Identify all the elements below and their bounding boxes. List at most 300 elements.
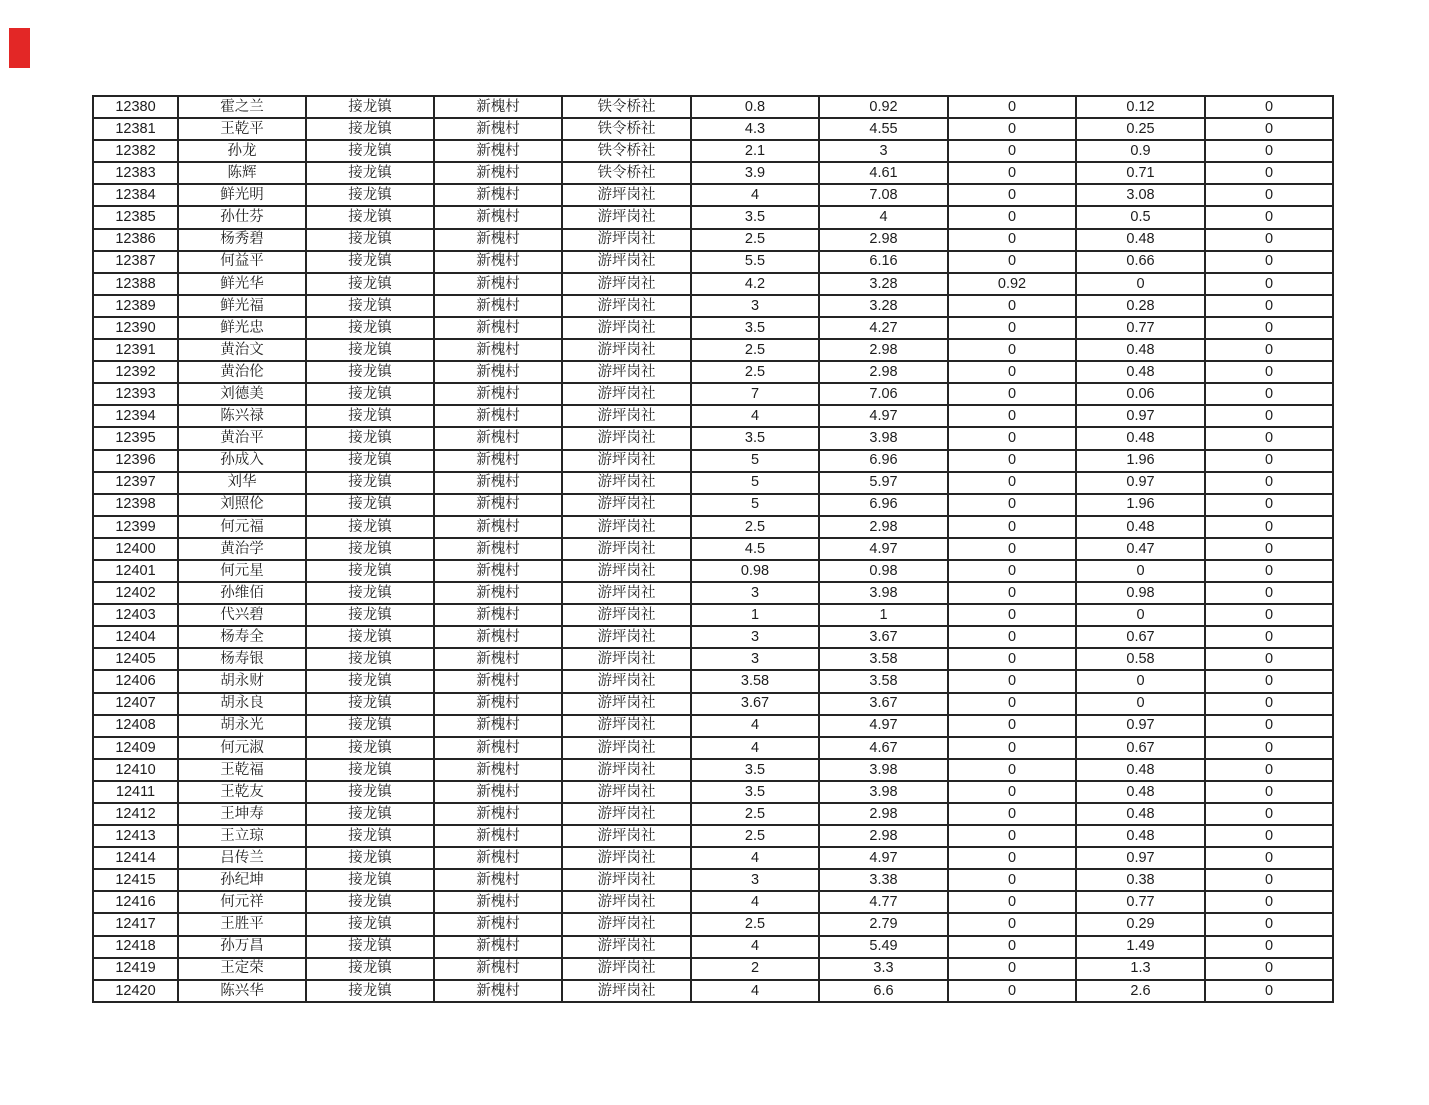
cell-value-5: 0 <box>1205 383 1333 405</box>
cell-value-2: 4.77 <box>819 891 948 913</box>
cell-town: 接龙镇 <box>306 383 434 405</box>
cell-community: 游坪岗社 <box>562 560 691 582</box>
cell-value-3: 0 <box>948 936 1076 958</box>
cell-person-name: 杨寿全 <box>178 626 306 648</box>
cell-value-5: 0 <box>1205 825 1333 847</box>
cell-value-1: 2.5 <box>691 825 819 847</box>
cell-value-1: 3.5 <box>691 317 819 339</box>
cell-village: 新槐村 <box>434 715 562 737</box>
cell-village: 新槐村 <box>434 891 562 913</box>
cell-village: 新槐村 <box>434 251 562 273</box>
cell-value-2: 2.98 <box>819 361 948 383</box>
cell-town: 接龙镇 <box>306 472 434 494</box>
cell-person-id: 12386 <box>93 229 178 251</box>
cell-person-id: 12382 <box>93 140 178 162</box>
cell-value-3: 0 <box>948 383 1076 405</box>
cell-person-id: 12409 <box>93 737 178 759</box>
cell-person-id: 12413 <box>93 825 178 847</box>
table-row <box>93 184 1333 206</box>
cell-person-name: 孙纪坤 <box>178 869 306 891</box>
cell-value-5: 0 <box>1205 737 1333 759</box>
cell-value-1: 4 <box>691 847 819 869</box>
cell-value-5: 0 <box>1205 715 1333 737</box>
cell-person-name: 王坤寿 <box>178 803 306 825</box>
cell-value-4: 0.06 <box>1076 383 1205 405</box>
cell-value-4: 0.48 <box>1076 427 1205 449</box>
cell-value-4: 0.47 <box>1076 538 1205 560</box>
table-row <box>93 516 1333 538</box>
cell-person-name: 霍之兰 <box>178 96 306 118</box>
cell-community: 游坪岗社 <box>562 383 691 405</box>
cell-person-name: 何元淑 <box>178 737 306 759</box>
cell-person-name: 王乾友 <box>178 781 306 803</box>
cell-community: 游坪岗社 <box>562 184 691 206</box>
cell-person-name: 杨秀碧 <box>178 229 306 251</box>
cell-value-2: 1 <box>819 604 948 626</box>
cell-community: 游坪岗社 <box>562 361 691 383</box>
table-row <box>93 891 1333 913</box>
cell-value-5: 0 <box>1205 273 1333 295</box>
cell-town: 接龙镇 <box>306 361 434 383</box>
cell-town: 接龙镇 <box>306 162 434 184</box>
cell-value-2: 3.38 <box>819 869 948 891</box>
table-row <box>93 538 1333 560</box>
cell-village: 新槐村 <box>434 184 562 206</box>
cell-value-3: 0 <box>948 958 1076 980</box>
cell-value-4: 0.58 <box>1076 648 1205 670</box>
cell-value-5: 0 <box>1205 516 1333 538</box>
cell-value-5: 0 <box>1205 118 1333 140</box>
cell-village: 新槐村 <box>434 604 562 626</box>
table-row <box>93 295 1333 317</box>
cell-person-id: 12407 <box>93 693 178 715</box>
cell-village: 新槐村 <box>434 383 562 405</box>
cell-community: 游坪岗社 <box>562 494 691 516</box>
cell-value-3: 0 <box>948 781 1076 803</box>
table-row <box>93 604 1333 626</box>
cell-community: 游坪岗社 <box>562 450 691 472</box>
cell-person-id: 12384 <box>93 184 178 206</box>
cell-town: 接龙镇 <box>306 604 434 626</box>
cell-community: 游坪岗社 <box>562 648 691 670</box>
cell-person-id: 12412 <box>93 803 178 825</box>
cell-village: 新槐村 <box>434 162 562 184</box>
cell-value-1: 1 <box>691 604 819 626</box>
cell-value-2: 3.28 <box>819 273 948 295</box>
cell-value-3: 0 <box>948 847 1076 869</box>
cell-town: 接龙镇 <box>306 251 434 273</box>
cell-person-id: 12398 <box>93 494 178 516</box>
table-row <box>93 759 1333 781</box>
cell-value-3: 0 <box>948 96 1076 118</box>
cell-person-id: 12391 <box>93 339 178 361</box>
cell-value-1: 4 <box>691 891 819 913</box>
cell-person-name: 陈辉 <box>178 162 306 184</box>
cell-value-3: 0 <box>948 715 1076 737</box>
cell-value-1: 3 <box>691 626 819 648</box>
cell-community: 游坪岗社 <box>562 405 691 427</box>
cell-village: 新槐村 <box>434 693 562 715</box>
cell-community: 游坪岗社 <box>562 206 691 228</box>
cell-person-id: 12385 <box>93 206 178 228</box>
cell-village: 新槐村 <box>434 361 562 383</box>
cell-town: 接龙镇 <box>306 670 434 692</box>
cell-town: 接龙镇 <box>306 560 434 582</box>
cell-value-2: 6.96 <box>819 450 948 472</box>
table-row <box>93 847 1333 869</box>
cell-town: 接龙镇 <box>306 737 434 759</box>
cell-community: 游坪岗社 <box>562 936 691 958</box>
cell-village: 新槐村 <box>434 494 562 516</box>
table-row <box>93 96 1333 118</box>
table-row <box>93 648 1333 670</box>
cell-town: 接龙镇 <box>306 781 434 803</box>
cell-value-2: 7.08 <box>819 184 948 206</box>
cell-town: 接龙镇 <box>306 206 434 228</box>
cell-person-name: 王定荣 <box>178 958 306 980</box>
cell-person-id: 12405 <box>93 648 178 670</box>
cell-value-4: 0.67 <box>1076 626 1205 648</box>
cell-value-1: 5 <box>691 472 819 494</box>
cell-value-1: 5 <box>691 450 819 472</box>
cell-value-1: 3.5 <box>691 759 819 781</box>
cell-value-3: 0 <box>948 516 1076 538</box>
table-row <box>93 825 1333 847</box>
cell-value-1: 4 <box>691 405 819 427</box>
cell-value-5: 0 <box>1205 869 1333 891</box>
cell-community: 铁令桥社 <box>562 118 691 140</box>
cell-value-2: 4.97 <box>819 405 948 427</box>
cell-village: 新槐村 <box>434 206 562 228</box>
table-row <box>93 670 1333 692</box>
table-row <box>93 626 1333 648</box>
cell-value-4: 0.97 <box>1076 715 1205 737</box>
cell-value-3: 0 <box>948 140 1076 162</box>
cell-person-id: 12395 <box>93 427 178 449</box>
cell-value-4: 0.77 <box>1076 317 1205 339</box>
cell-value-5: 0 <box>1205 96 1333 118</box>
table-row <box>93 693 1333 715</box>
cell-community: 游坪岗社 <box>562 781 691 803</box>
cell-value-2: 3 <box>819 140 948 162</box>
cell-village: 新槐村 <box>434 560 562 582</box>
cell-value-4: 0.97 <box>1076 405 1205 427</box>
cell-value-3: 0 <box>948 582 1076 604</box>
cell-village: 新槐村 <box>434 317 562 339</box>
cell-value-2: 5.97 <box>819 472 948 494</box>
cell-value-1: 0.8 <box>691 96 819 118</box>
table-row <box>93 405 1333 427</box>
table-row <box>93 472 1333 494</box>
cell-person-name: 陈兴禄 <box>178 405 306 427</box>
cell-value-1: 4.2 <box>691 273 819 295</box>
cell-value-5: 0 <box>1205 980 1333 1002</box>
cell-value-4: 0.12 <box>1076 96 1205 118</box>
cell-value-3: 0 <box>948 891 1076 913</box>
cell-person-id: 12397 <box>93 472 178 494</box>
cell-community: 游坪岗社 <box>562 958 691 980</box>
table-row <box>93 118 1333 140</box>
cell-person-id: 12414 <box>93 847 178 869</box>
cell-village: 新槐村 <box>434 427 562 449</box>
cell-value-2: 5.49 <box>819 936 948 958</box>
cell-value-5: 0 <box>1205 582 1333 604</box>
cell-value-2: 6.6 <box>819 980 948 1002</box>
cell-value-3: 0 <box>948 229 1076 251</box>
cell-value-3: 0 <box>948 648 1076 670</box>
cell-person-id: 12408 <box>93 715 178 737</box>
cell-value-3: 0 <box>948 206 1076 228</box>
cell-value-5: 0 <box>1205 229 1333 251</box>
cell-value-3: 0 <box>948 825 1076 847</box>
cell-value-2: 2.98 <box>819 516 948 538</box>
cell-value-2: 4.67 <box>819 737 948 759</box>
cell-value-5: 0 <box>1205 803 1333 825</box>
cell-person-name: 何元祥 <box>178 891 306 913</box>
cell-value-4: 0.48 <box>1076 803 1205 825</box>
cell-value-1: 3 <box>691 648 819 670</box>
cell-town: 接龙镇 <box>306 494 434 516</box>
cell-value-1: 2.5 <box>691 361 819 383</box>
table-row <box>93 560 1333 582</box>
cell-value-4: 1.3 <box>1076 958 1205 980</box>
cell-person-name: 孙龙 <box>178 140 306 162</box>
cell-value-2: 4.97 <box>819 847 948 869</box>
cell-value-2: 3.3 <box>819 958 948 980</box>
cell-person-id: 12393 <box>93 383 178 405</box>
cell-village: 新槐村 <box>434 273 562 295</box>
cell-value-2: 2.98 <box>819 339 948 361</box>
cell-value-1: 2 <box>691 958 819 980</box>
table-row <box>93 383 1333 405</box>
cell-person-name: 黄治学 <box>178 538 306 560</box>
cell-value-5: 0 <box>1205 781 1333 803</box>
cell-value-2: 2.98 <box>819 825 948 847</box>
cell-community: 铁令桥社 <box>562 96 691 118</box>
cell-value-4: 0.29 <box>1076 913 1205 935</box>
cell-community: 游坪岗社 <box>562 980 691 1002</box>
cell-value-4: 0.67 <box>1076 737 1205 759</box>
cell-town: 接龙镇 <box>306 118 434 140</box>
cell-village: 新槐村 <box>434 847 562 869</box>
cell-value-5: 0 <box>1205 140 1333 162</box>
table-row <box>93 339 1333 361</box>
cell-town: 接龙镇 <box>306 96 434 118</box>
cell-value-1: 2.5 <box>691 516 819 538</box>
cell-value-5: 0 <box>1205 206 1333 228</box>
red-marker-rectangle <box>9 28 30 68</box>
cell-value-2: 2.98 <box>819 803 948 825</box>
table-row <box>93 162 1333 184</box>
cell-value-5: 0 <box>1205 184 1333 206</box>
cell-village: 新槐村 <box>434 450 562 472</box>
cell-village: 新槐村 <box>434 958 562 980</box>
cell-value-3: 0 <box>948 626 1076 648</box>
cell-value-4: 1.96 <box>1076 494 1205 516</box>
cell-community: 游坪岗社 <box>562 317 691 339</box>
cell-value-1: 5.5 <box>691 251 819 273</box>
cell-value-2: 4.97 <box>819 715 948 737</box>
cell-value-4: 0.48 <box>1076 229 1205 251</box>
cell-value-5: 0 <box>1205 427 1333 449</box>
cell-value-5: 0 <box>1205 317 1333 339</box>
cell-village: 新槐村 <box>434 648 562 670</box>
cell-community: 游坪岗社 <box>562 693 691 715</box>
cell-person-name: 鲜光福 <box>178 295 306 317</box>
cell-value-1: 3 <box>691 869 819 891</box>
table-row <box>93 206 1333 228</box>
cell-value-1: 2.5 <box>691 803 819 825</box>
cell-village: 新槐村 <box>434 118 562 140</box>
cell-town: 接龙镇 <box>306 516 434 538</box>
table-row <box>93 427 1333 449</box>
cell-value-2: 3.98 <box>819 582 948 604</box>
cell-value-5: 0 <box>1205 295 1333 317</box>
cell-person-id: 12411 <box>93 781 178 803</box>
cell-value-1: 4 <box>691 737 819 759</box>
cell-village: 新槐村 <box>434 339 562 361</box>
cell-value-2: 3.67 <box>819 693 948 715</box>
cell-value-1: 2.5 <box>691 913 819 935</box>
cell-value-4: 1.49 <box>1076 936 1205 958</box>
table-row <box>93 803 1333 825</box>
cell-value-3: 0.92 <box>948 273 1076 295</box>
cell-value-2: 4.97 <box>819 538 948 560</box>
cell-value-3: 0 <box>948 759 1076 781</box>
table-row <box>93 980 1333 1002</box>
cell-person-name: 孙仕芬 <box>178 206 306 228</box>
table-row <box>93 582 1333 604</box>
records-table <box>92 95 1334 1003</box>
cell-value-5: 0 <box>1205 648 1333 670</box>
cell-town: 接龙镇 <box>306 427 434 449</box>
cell-town: 接龙镇 <box>306 715 434 737</box>
table-row <box>93 273 1333 295</box>
cell-community: 游坪岗社 <box>562 670 691 692</box>
cell-town: 接龙镇 <box>306 582 434 604</box>
cell-value-3: 0 <box>948 162 1076 184</box>
cell-town: 接龙镇 <box>306 140 434 162</box>
cell-town: 接龙镇 <box>306 648 434 670</box>
cell-town: 接龙镇 <box>306 958 434 980</box>
cell-value-4: 2.6 <box>1076 980 1205 1002</box>
cell-value-4: 0 <box>1076 693 1205 715</box>
cell-value-5: 0 <box>1205 759 1333 781</box>
cell-community: 游坪岗社 <box>562 825 691 847</box>
cell-person-name: 孙维佰 <box>178 582 306 604</box>
cell-value-2: 0.92 <box>819 96 948 118</box>
table-row <box>93 869 1333 891</box>
cell-value-4: 0.48 <box>1076 759 1205 781</box>
cell-value-3: 0 <box>948 560 1076 582</box>
cell-value-4: 0.25 <box>1076 118 1205 140</box>
cell-town: 接龙镇 <box>306 759 434 781</box>
cell-value-3: 0 <box>948 693 1076 715</box>
cell-value-3: 0 <box>948 980 1076 1002</box>
cell-community: 游坪岗社 <box>562 427 691 449</box>
cell-town: 接龙镇 <box>306 936 434 958</box>
cell-town: 接龙镇 <box>306 229 434 251</box>
table-row <box>93 936 1333 958</box>
cell-town: 接龙镇 <box>306 626 434 648</box>
cell-person-name: 王乾福 <box>178 759 306 781</box>
cell-person-id: 12417 <box>93 913 178 935</box>
cell-person-id: 12394 <box>93 405 178 427</box>
cell-town: 接龙镇 <box>306 273 434 295</box>
table-row <box>93 494 1333 516</box>
cell-value-2: 2.98 <box>819 229 948 251</box>
cell-value-5: 0 <box>1205 538 1333 560</box>
cell-village: 新槐村 <box>434 229 562 251</box>
table-row <box>93 913 1333 935</box>
cell-value-3: 0 <box>948 494 1076 516</box>
cell-value-4: 0.48 <box>1076 361 1205 383</box>
cell-town: 接龙镇 <box>306 405 434 427</box>
table-row <box>93 140 1333 162</box>
cell-value-4: 1.96 <box>1076 450 1205 472</box>
cell-person-id: 12415 <box>93 869 178 891</box>
cell-value-3: 0 <box>948 913 1076 935</box>
cell-town: 接龙镇 <box>306 339 434 361</box>
cell-village: 新槐村 <box>434 538 562 560</box>
cell-person-id: 12419 <box>93 958 178 980</box>
cell-community: 游坪岗社 <box>562 604 691 626</box>
cell-community: 游坪岗社 <box>562 295 691 317</box>
cell-person-name: 刘照伦 <box>178 494 306 516</box>
cell-value-4: 0 <box>1076 604 1205 626</box>
cell-community: 游坪岗社 <box>562 472 691 494</box>
cell-village: 新槐村 <box>434 913 562 935</box>
cell-person-name: 黄治伦 <box>178 361 306 383</box>
cell-value-3: 0 <box>948 427 1076 449</box>
cell-value-1: 4 <box>691 936 819 958</box>
cell-value-3: 0 <box>948 538 1076 560</box>
cell-value-5: 0 <box>1205 604 1333 626</box>
cell-value-4: 0.48 <box>1076 825 1205 847</box>
cell-community: 游坪岗社 <box>562 913 691 935</box>
cell-value-5: 0 <box>1205 670 1333 692</box>
cell-value-1: 3 <box>691 295 819 317</box>
cell-value-5: 0 <box>1205 405 1333 427</box>
cell-value-1: 5 <box>691 494 819 516</box>
cell-person-id: 12381 <box>93 118 178 140</box>
cell-value-3: 0 <box>948 295 1076 317</box>
cell-community: 游坪岗社 <box>562 847 691 869</box>
cell-village: 新槐村 <box>434 670 562 692</box>
cell-community: 铁令桥社 <box>562 162 691 184</box>
cell-village: 新槐村 <box>434 803 562 825</box>
cell-person-name: 王胜平 <box>178 913 306 935</box>
table-row <box>93 781 1333 803</box>
cell-value-4: 0 <box>1076 560 1205 582</box>
cell-value-1: 3 <box>691 582 819 604</box>
cell-value-1: 2.5 <box>691 339 819 361</box>
cell-village: 新槐村 <box>434 582 562 604</box>
cell-value-3: 0 <box>948 317 1076 339</box>
cell-value-4: 0 <box>1076 670 1205 692</box>
cell-town: 接龙镇 <box>306 693 434 715</box>
cell-person-name: 杨寿银 <box>178 648 306 670</box>
cell-village: 新槐村 <box>434 405 562 427</box>
cell-value-1: 2.5 <box>691 229 819 251</box>
cell-value-5: 0 <box>1205 913 1333 935</box>
cell-community: 游坪岗社 <box>562 626 691 648</box>
cell-community: 游坪岗社 <box>562 737 691 759</box>
cell-value-4: 0.9 <box>1076 140 1205 162</box>
cell-person-id: 12418 <box>93 936 178 958</box>
cell-value-2: 3.98 <box>819 759 948 781</box>
cell-value-5: 0 <box>1205 251 1333 273</box>
